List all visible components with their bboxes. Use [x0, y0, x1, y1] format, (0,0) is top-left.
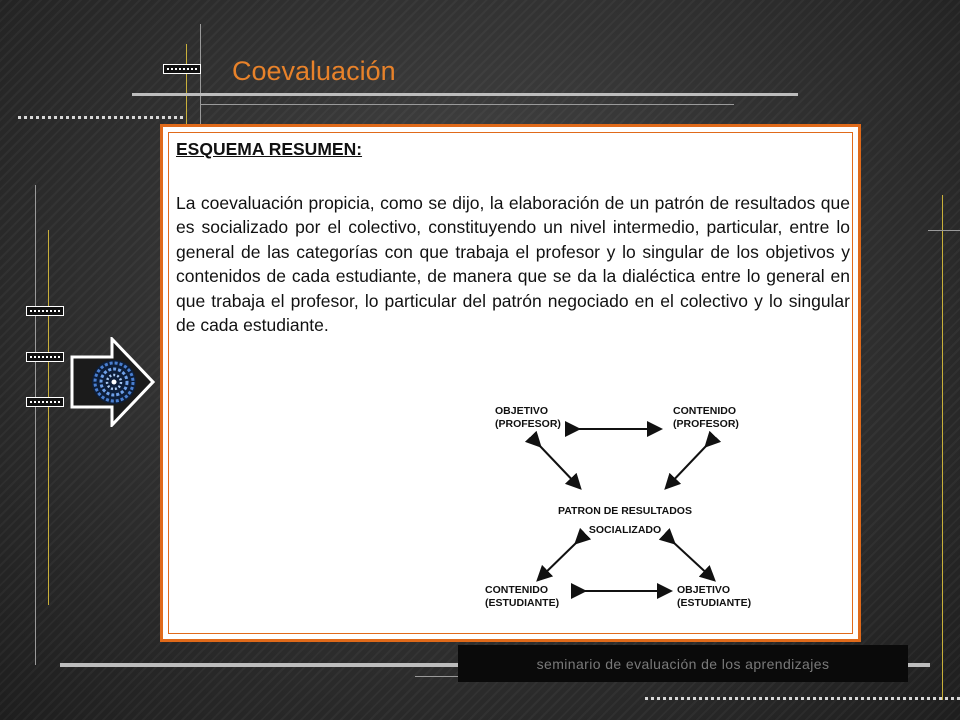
decor-tick-marker: [26, 352, 64, 362]
diagram-label-objetivo-estudiante: OBJETIVO (ESTUDIANTE): [677, 584, 752, 609]
diagram-label-contenido-profesor: CONTENIDO (PROFESOR): [673, 405, 739, 430]
coevaluation-diagram: [477, 397, 773, 622]
decor-vertical-line: [942, 195, 943, 700]
arrow-bottom-left: [539, 542, 577, 579]
decor-tick-marker: [26, 306, 64, 316]
diagram-label-objetivo-profesor: OBJETIVO (PROFESOR): [495, 405, 561, 430]
decor-horizontal-line: [928, 230, 960, 231]
slide-title: Coevaluación: [232, 56, 396, 86]
decor-tick-marker: [26, 397, 64, 407]
decor-vertical-line: [48, 230, 49, 605]
decor-horizontal-line: [132, 93, 798, 96]
spiral-emblem-icon: [92, 360, 136, 404]
decor-vertical-line: [35, 185, 36, 665]
footer-caption: seminario de evaluación de los aprendizajes: [458, 645, 908, 682]
body-paragraph: La coevaluación propicia, como se dijo, la elaboración de un patrón de resultados que es socializado por el colectivo, constituyendo un nivel intermedio, particular, entre lo general de las categorías con que trabaja el profesor y lo singular de los objetivos y contenidos de cada estudiante, de manera que se da la dialéctica entre lo general en que trabaja el profesor, lo particular del patrón negociado en el colectivo y lo singular de cada estudiante.: [176, 193, 850, 336]
arrow-top-right: [667, 445, 707, 487]
right-arrow-icon[interactable]: [70, 337, 155, 432]
section-heading: ESQUEMA RESUMEN:: [176, 139, 363, 159]
diagram-label-contenido-estudiante: CONTENIDO (ESTUDIANTE): [485, 584, 560, 609]
decor-dotted-line: [18, 116, 183, 119]
arrow-top-left: [539, 445, 579, 487]
decor-tick-marker: [163, 64, 201, 74]
decor-dotted-line: [645, 697, 960, 700]
decor-horizontal-line: [200, 104, 734, 105]
decor-vertical-line: [200, 24, 201, 124]
arrow-bottom-right: [673, 542, 713, 579]
diagram-label-patron-resultados: PATRON DE RESULTADOS SOCIALIZADO: [558, 505, 692, 536]
decor-vertical-line: [186, 44, 187, 134]
